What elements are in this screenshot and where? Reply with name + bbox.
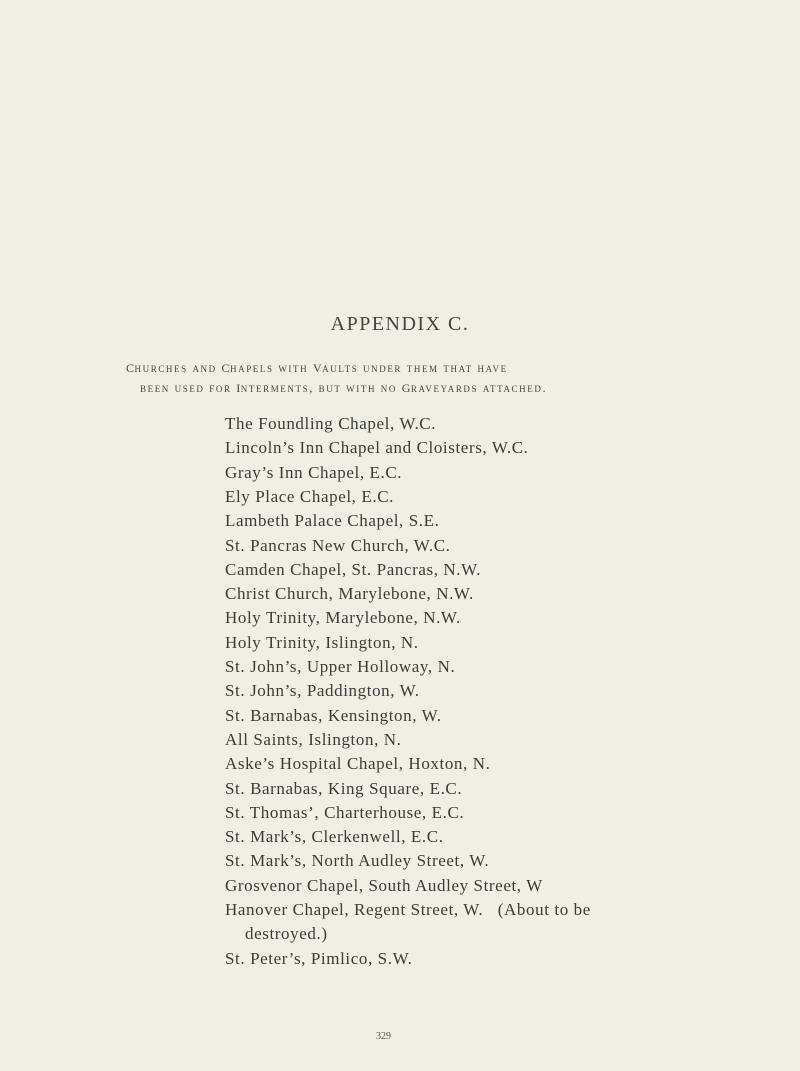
subtitle-text: been used for — [140, 381, 237, 395]
subtitle-text: aults under them that have — [322, 361, 508, 375]
subtitle-cap: c — [221, 357, 230, 376]
subtitle-line-2 — [140, 377, 700, 397]
list-item-continuation: destroyed.) — [245, 924, 328, 944]
appendix-heading: APPENDIX C. — [330, 313, 470, 335]
list-item: Holy Trinity, Marylebone, N.W. — [225, 608, 461, 628]
list-item: Christ Church, Marylebone, N.W. — [225, 584, 474, 604]
list-item: St. Thomas’, Charterhouse, E.C. — [225, 802, 465, 822]
list-item: St. John’s, Upper Holloway, N. — [225, 657, 456, 676]
list-item: St. John’s, Paddington, W. — [225, 681, 420, 701]
subtitle-text: raveyards attached. — [410, 381, 548, 395]
list-item: St. Mark’s, Clerkenwell, E.C. — [225, 827, 444, 847]
list-item: The Foundling Chapel, W.C. — [225, 414, 437, 433]
subtitle-cap: v — [312, 357, 323, 376]
subtitle-cap: i — [236, 377, 241, 396]
subtitle-cap: c — [126, 357, 135, 376]
list-item: Aske’s Hospital Chapel, Hoxton, N. — [225, 754, 491, 774]
list-item: Gray’s Inn Chapel, E.C. — [225, 462, 403, 482]
list-item: St. Pancras New Church, W.C. — [225, 535, 451, 555]
subtitle-text: hurches and — [134, 361, 222, 375]
list-item: Lincoln’s Inn Chapel and Cloisters, W.C. — [225, 438, 529, 458]
list-item: All Saints, Islington, N. — [225, 729, 402, 749]
subtitle-text: nterments, but with no — [240, 381, 402, 395]
page-number: 329 — [376, 1031, 391, 1042]
subtitle-text: hapels with — [230, 361, 313, 375]
list-item: Grosvenor Chapel, South Audley Street, W — [225, 875, 543, 895]
subtitle-line-1 — [126, 357, 686, 377]
list-item: St. Mark’s, North Audley Street, W. — [225, 851, 490, 871]
list-item: Ely Place Chapel, E.C. — [225, 486, 394, 506]
subtitle-cap: g — [401, 377, 411, 396]
list-item: St. Barnabas, King Square, E.C. — [225, 778, 463, 798]
list-item: Hanover Chapel, Regent Street, W. (About to be — [225, 900, 591, 919]
list-item: Camden Chapel, St. Pancras, N.W. — [225, 559, 482, 579]
list-item: St. Peter’s, Pimlico, S.W. — [225, 948, 413, 968]
list-item: Lambeth Palace Chapel, S.E. — [225, 511, 440, 531]
list-item: Holy Trinity, Islington, N. — [225, 632, 419, 652]
list-item: St. Barnabas, Kensington, W. — [225, 705, 442, 725]
